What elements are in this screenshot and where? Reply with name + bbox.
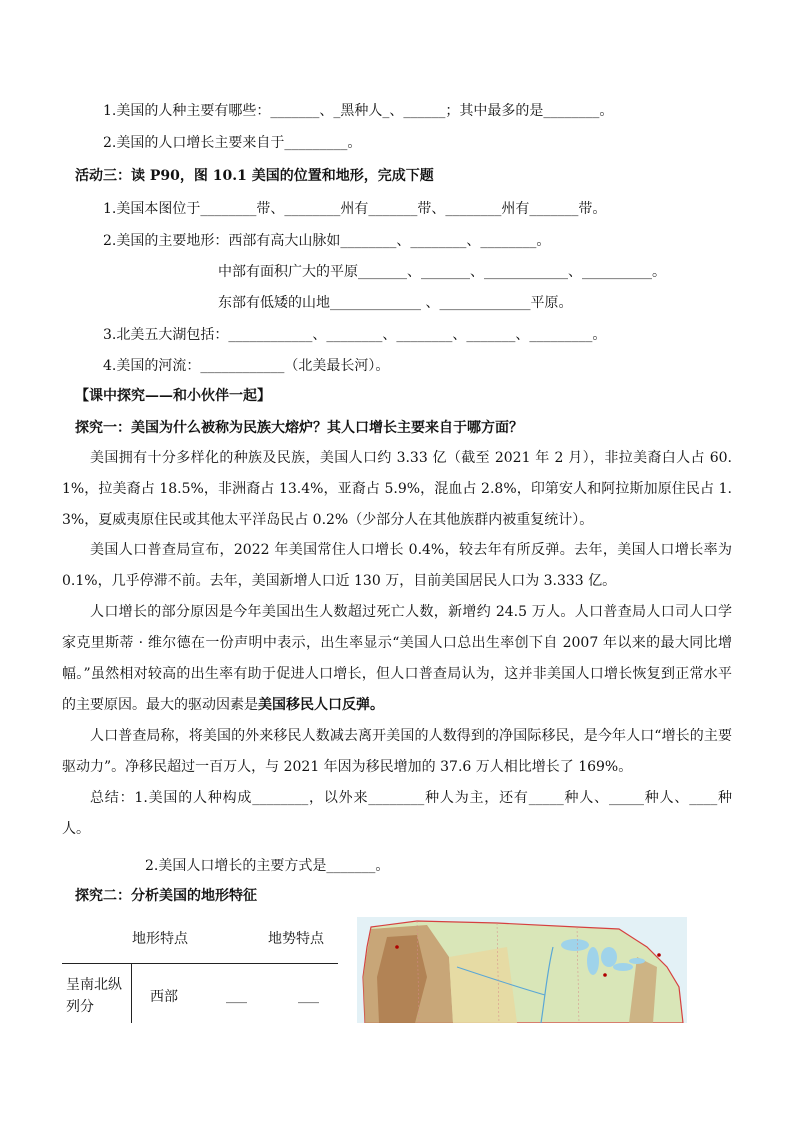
table-divider-top — [62, 963, 338, 964]
summary-1: 总结：1.美国的人种构成________，以外来________种人为主，还有_____种人、_____种人、____种人。 — [62, 790, 732, 837]
map-graphic — [357, 917, 687, 1023]
activity3-q3: 3.北美五大湖包括：____________、________、________、_______、_________。 — [103, 327, 607, 343]
section-title: 【课中探究——和小伙伴一起】 — [75, 388, 271, 404]
explore2-title: 探究二：分析美国的地形特征 — [75, 888, 257, 904]
table-row-label: 呈南北纵列分 — [66, 977, 122, 1015]
activity3-title: 活动三：读 P90，图 10.1 美国的位置和地形，完成下题 — [75, 168, 434, 184]
activity3-q4: 4.美国的河流：____________（北美最长河）。 — [103, 358, 390, 374]
activity3-q1: 1.美国本图位于________带、________州有_______带、________州有_______带。 — [103, 201, 607, 217]
table-header-terrain: 地形特点 — [132, 931, 188, 947]
paragraph-birth-rate-emphasis: 美国移民人口反弹。 — [258, 697, 384, 713]
paragraph-population-growth: 美国人口普查局宣布，2022 年美国常住人口增长 0.4%，较去年有所反弹。去年，美国人口增长率为 0.1%，几乎停滞不前。去年，美国新增人口近 130 万，目前美国居民人口为 3.333 亿。 — [62, 542, 732, 589]
activity3-q2-c: 东部有低矮的山地_____________ 、_____________平原。 — [218, 295, 573, 311]
usa-terrain-map — [357, 917, 687, 1023]
table-header-elevation: 地势特点 — [268, 931, 324, 947]
paragraph-immigration: 人口普查局称，将美国的外来移民人数减去离开美国的人数得到的净国际移民，是今年人口“增长的主要驱动力”。净移民超过一百万人，与 2021 年因为移民增加的 37.6 万人相比增长了 169%。 — [62, 728, 732, 775]
activity3-q2-a: 2.美国的主要地形：西部有高大山脉如________、________、________。 — [103, 233, 551, 249]
table-blank-elevation: ___ — [298, 988, 319, 1004]
activity3-q2-b: 中部有面积广大的平原_______、_______、____________、__________。 — [218, 264, 666, 280]
pop-growth-question: 2.美国的人口增长主要来自于_________。 — [103, 135, 362, 151]
paragraph-birth-rate — [62, 597, 732, 721]
table-row-region: 西部 — [150, 989, 178, 1005]
race-question: 1.美国的人种主要有哪些：_______、_黑种人_、______；其中最多的是________。 — [103, 103, 614, 119]
table-divider-vertical — [131, 963, 132, 1023]
explore1-title: 探究一：美国为什么被称为民族大熔炉？其人口增长主要来自于哪方面？ — [75, 420, 523, 436]
paragraph-ethnicity: 美国拥有十分多样化的种族及民族，美国人口约 3.33 亿（截至 2021 年 2 月），非拉美裔白人占 60.1%，拉美裔占 18.5%，非洲裔占 13.4%，亚裔占 5.9%，混血占 2.8%，印第安人和阿拉斯加原住民占 1.3%，夏威夷原住民或其他太平洋岛民占 0.2%（少部分人在其他族群内被重复统计）。 — [62, 450, 732, 528]
table-blank-terrain: ___ — [226, 988, 247, 1004]
summary-2: 2.美国人口增长的主要方式是_______。 — [145, 858, 390, 874]
paragraph-birth-rate-text: 人口增长的部分原因是今年美国出生人数超过死亡人数，新增约 24.5 万人。人口普查局人口司人口学家克里斯蒂 · 维尔德在一份声明中表示，出生率显示“美国人口总出生率创下自 2007 年以来的最大同比增幅。”虽然相对较高的出生率有助于促进人口增长，但人口普查局认为，这并非美国人口增长恢复到正常水平的主要原因。最大的驱动因素是 — [62, 604, 732, 713]
